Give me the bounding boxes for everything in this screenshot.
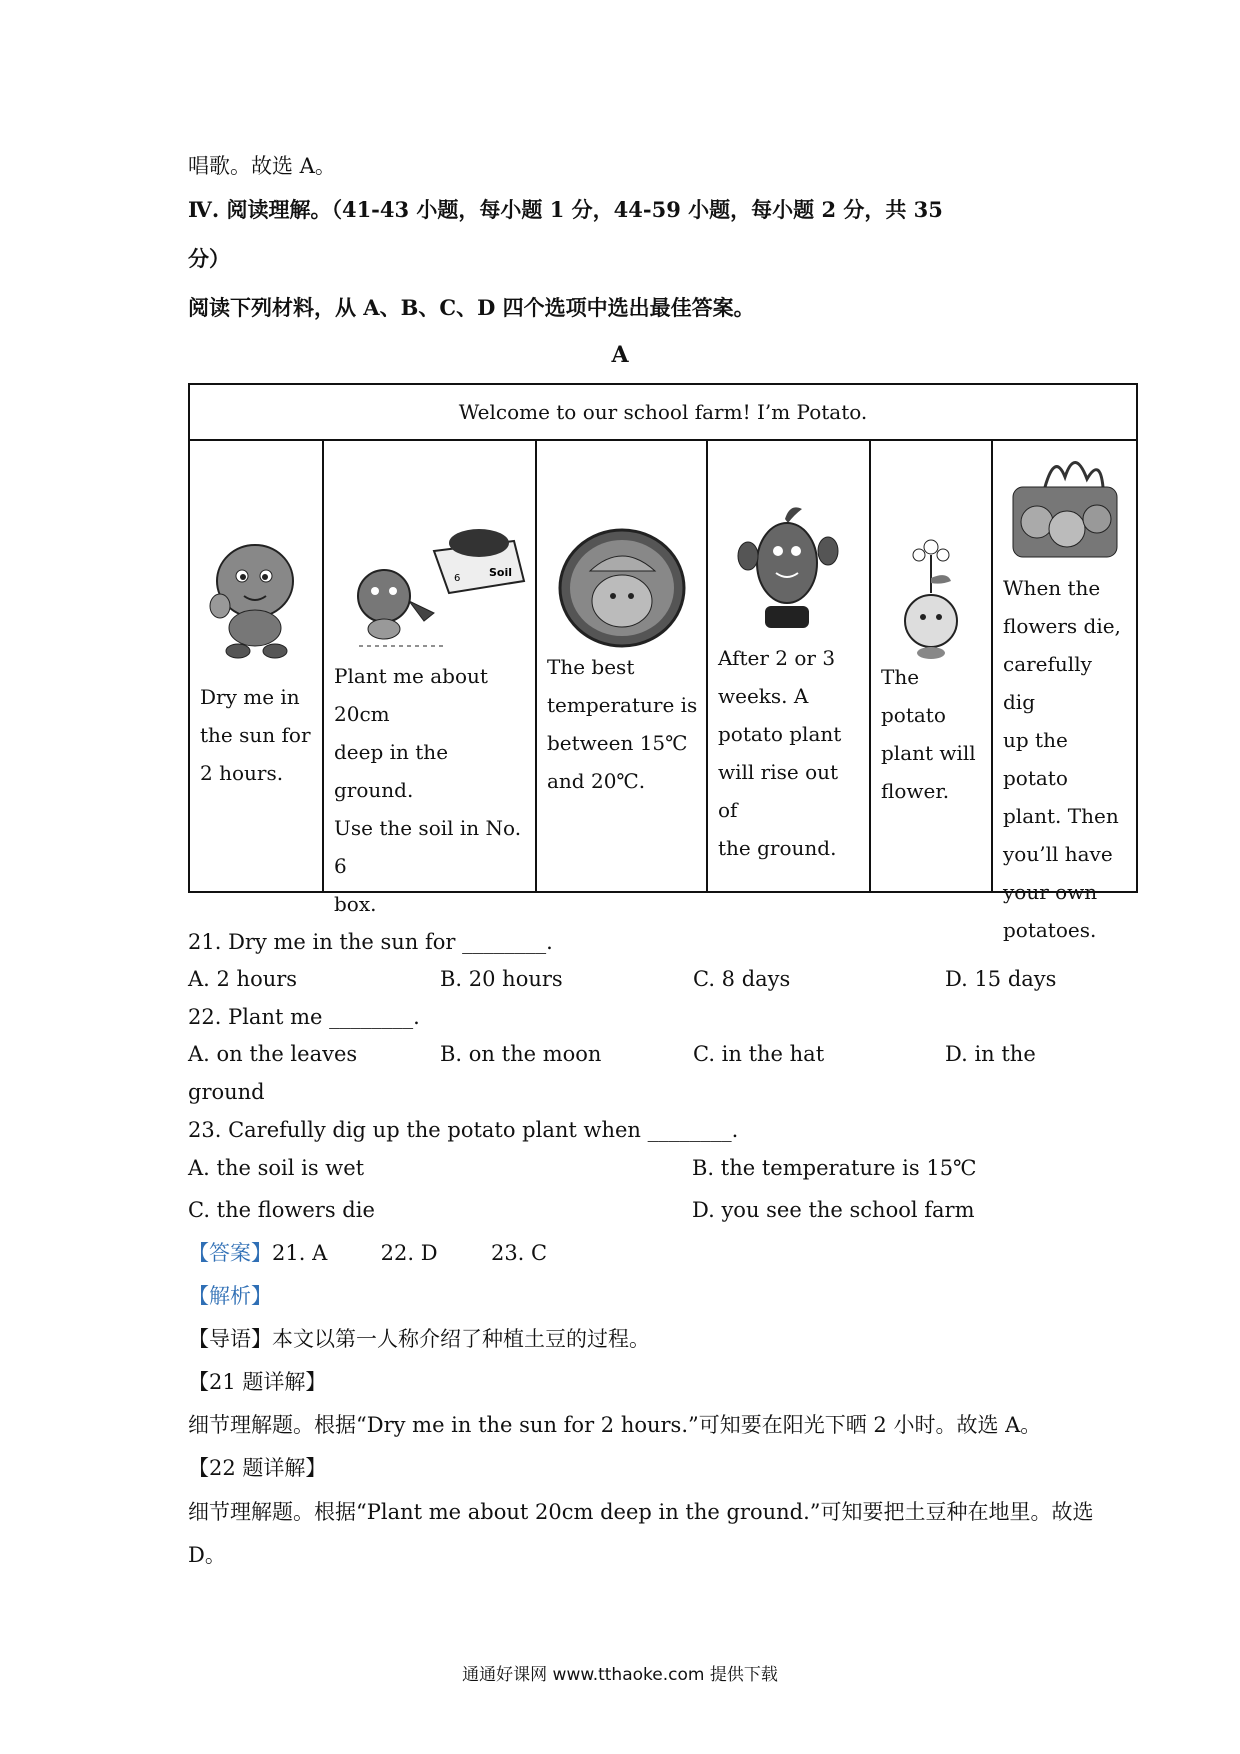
- q21-stem: 21. Dry me in the sun for ________.: [188, 930, 553, 954]
- potato-hat-circle-picture: [555, 526, 690, 651]
- col-6-line: potatoes.: [1003, 918, 1097, 942]
- farm-col-3: [537, 441, 708, 893]
- q22-stem: 22. Plant me ________.: [188, 1005, 420, 1029]
- answer-text: 21. A 22. D 23. C: [272, 1241, 548, 1265]
- potato-soil-box-picture: [339, 521, 529, 651]
- q23-option-b: B. the temperature is 15℃: [692, 1156, 977, 1180]
- detail-22-text-line2: D。: [188, 1543, 226, 1567]
- q23-stem: 23. Carefully dig up the potato plant when ________.: [188, 1118, 739, 1142]
- detail-22-text-line1: 细节理解题。根据“Plant me about 20cm deep in the ground.”可知要把土豆种在地里。故选: [188, 1500, 1094, 1524]
- q23-option-c: C. the flowers die: [188, 1198, 375, 1222]
- detail-21-text: 细节理解题。根据“Dry me in the sun for 2 hours.”可知要在阳光下晒 2 小时。故选 A。: [188, 1413, 1042, 1437]
- col-6-line: plant. Then: [1003, 804, 1119, 828]
- section-title-line1: Ⅳ. 阅读理解。（41-43 小题，每小题 1 分，44-59 小题，每小题 2 分，共 35: [188, 197, 943, 222]
- col-2-line: deep in the ground.: [334, 740, 449, 802]
- farm-col-2: [324, 441, 537, 916]
- q22-option-b: B. on the moon: [440, 1042, 602, 1066]
- col-4-line: the ground.: [718, 836, 837, 860]
- col-6-line: carefully dig: [1003, 652, 1092, 714]
- q23-option-d: D. you see the school farm: [692, 1198, 975, 1222]
- potato-flower-picture: [889, 533, 974, 663]
- col-2-text: [334, 657, 527, 923]
- farm-col-5: [871, 441, 993, 893]
- section-title-line2: 分）: [188, 246, 230, 271]
- soil-box-number: 6: [454, 573, 461, 584]
- farm-col-1: [190, 441, 324, 893]
- q21-option-a: A. 2 hours: [188, 967, 298, 991]
- col-6-line: you’ll have: [1003, 842, 1113, 866]
- col-6-text: [1003, 569, 1128, 949]
- q21-option-b: B. 20 hours: [440, 967, 563, 991]
- col-6-line: up the potato: [1003, 728, 1068, 790]
- farm-col-4: [708, 441, 871, 893]
- col-4-line: will rise out of: [718, 760, 839, 822]
- farm-header: Welcome to our school farm! I’m Potato.: [190, 385, 1136, 441]
- analysis-label: 【解析】: [188, 1284, 272, 1308]
- col-3-text: [547, 648, 698, 800]
- farm-col-6: [993, 441, 1136, 942]
- intro-line: 唱歌。故选 A。: [188, 154, 336, 178]
- passage-label: A: [611, 342, 629, 368]
- col-2-line: box.: [334, 892, 377, 916]
- potato-sprout-picture: [730, 501, 845, 636]
- answer-label: 【答案】: [188, 1241, 272, 1265]
- q23-option-a: A. the soil is wet: [188, 1156, 365, 1180]
- col-6-line: your own: [1003, 880, 1098, 904]
- q22-option-d: D. in the: [945, 1042, 1036, 1066]
- detail-22-title: 【22 题详解】: [188, 1456, 327, 1480]
- col-3-line: and 20℃.: [547, 769, 646, 793]
- col-1-line: the sun for: [200, 723, 311, 747]
- potato-harvest-picture: [1005, 447, 1125, 567]
- page-footer: 通通好课网 www.tthaoke.com 提供下载: [462, 1665, 778, 1685]
- soil-box-label: Soil: [489, 566, 513, 579]
- col-4-line: weeks. A: [718, 684, 809, 708]
- col-1-text: [200, 678, 314, 792]
- col-2-line: Use the soil in No. 6: [334, 816, 522, 878]
- col-6-line: When the: [1003, 576, 1101, 600]
- col-5-text: [881, 658, 983, 810]
- col-1-line: Dry me in: [200, 685, 300, 709]
- q21-option-c: C. 8 days: [693, 967, 791, 991]
- q22-option-a: A. on the leaves: [188, 1042, 358, 1066]
- col-3-line: The best: [547, 655, 635, 679]
- answer-line: [188, 1237, 547, 1267]
- col-3-line: between 15℃: [547, 731, 688, 755]
- detail-21-title: 【21 题详解】: [188, 1370, 327, 1394]
- q22-option-d-continued: ground: [188, 1080, 265, 1104]
- col-4-line: After 2 or 3: [718, 646, 836, 670]
- col-4-text: [718, 639, 861, 867]
- q22-option-c: C. in the hat: [693, 1042, 825, 1066]
- col-1-line: 2 hours.: [200, 761, 284, 785]
- col-6-line: flowers die,: [1003, 614, 1121, 638]
- col-3-line: temperature is: [547, 693, 698, 717]
- q21-option-d: D. 15 days: [945, 967, 1057, 991]
- col-5-line: plant will: [881, 741, 976, 765]
- col-4-line: potato plant: [718, 722, 842, 746]
- col-5-line: The potato: [881, 665, 946, 727]
- col-5-line: flower.: [881, 779, 950, 803]
- instruction: 阅读下列材料，从 A、B、C、D 四个选项中选出最佳答案。: [188, 295, 755, 320]
- guide-line: 【导语】本文以第一人称介绍了种植土豆的过程。: [188, 1327, 650, 1351]
- col-2-line: Plant me about 20cm: [334, 664, 488, 726]
- potato-waving-picture: [200, 536, 310, 661]
